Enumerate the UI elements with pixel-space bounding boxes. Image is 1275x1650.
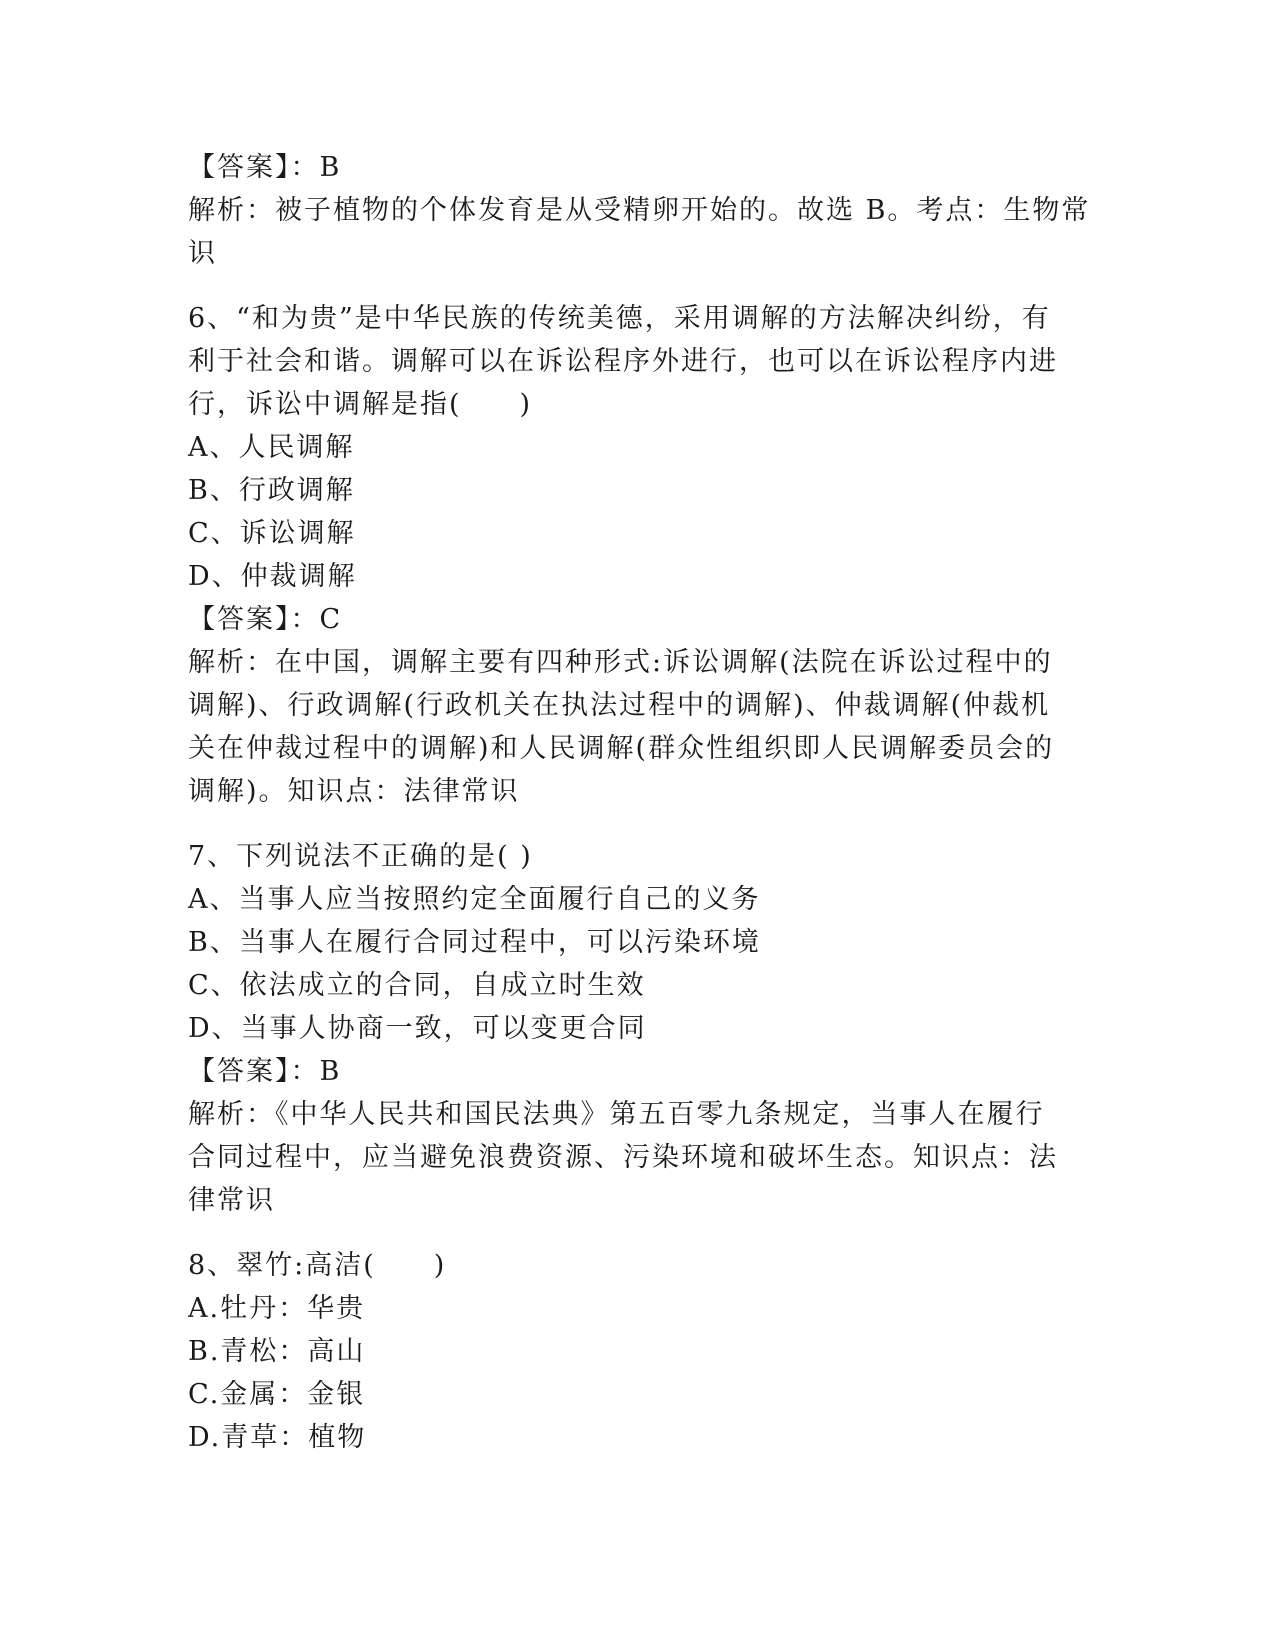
answer-line: 【答案】：B [188, 1056, 342, 1087]
analysis-line: 识 [188, 238, 217, 269]
analysis-line: 解析：被子植物的个体发育是从受精卵开始的。故选 B。考点：生物常 [188, 195, 1091, 226]
question-text: 6、“和为贵”是中华民族的传统美德，采用调解的方法解决纠纷，有 [188, 303, 1051, 334]
spacer [188, 1222, 1088, 1244]
analysis-line: 调解)。知识点：法律常识 [188, 776, 520, 807]
answer-line: 【答案】：B [188, 152, 342, 183]
analysis-line: 解析：《中华人民共和国民法典》第五百零九条规定，当事人在履行 [188, 1099, 1045, 1130]
spacer [188, 813, 1088, 835]
option-c: C.金属：金银 [188, 1379, 366, 1410]
option-a: A、人民调解 [188, 432, 355, 463]
option-d: D、当事人协商一致，可以变更合同 [188, 1013, 647, 1044]
question-8 [188, 1244, 1088, 1459]
question-text: 8、翠竹:高洁( ) [188, 1250, 447, 1281]
option-b: B、行政调解 [188, 475, 355, 506]
option-a: A、当事人应当按照约定全面履行自己的义务 [188, 884, 761, 915]
analysis-line: 调解)、行政调解(行政机关在执法过程中的调解)、仲裁调解(仲裁机 [188, 690, 1051, 721]
document-page [188, 146, 1091, 1459]
option-d: D.青草：植物 [188, 1422, 367, 1453]
answer-block-5 [188, 146, 1091, 275]
spacer [188, 275, 1088, 297]
option-b: B、当事人在履行合同过程中，可以污染环境 [188, 927, 761, 958]
option-c: C、依法成立的合同，自成立时生效 [188, 970, 646, 1001]
question-text: 利于社会和谐。调解可以在诉讼程序外进行，也可以在诉讼程序内进 [188, 346, 1058, 377]
option-d: D、仲裁调解 [188, 561, 357, 592]
question-text: 行，诉讼中调解是指( ) [188, 389, 533, 420]
analysis-line: 合同过程中，应当避免浪费资源、污染环境和破坏生态。知识点：法 [188, 1142, 1058, 1173]
question-text: 7、下列说法不正确的是( ) [188, 841, 533, 872]
answer-line: 【答案】：C [188, 604, 343, 635]
analysis-line: 关在仲裁过程中的调解)和人民调解(群众性组织即人民调解委员会的 [188, 733, 1055, 764]
option-a: A.牡丹：华贵 [188, 1293, 366, 1324]
question-6 [188, 297, 1088, 813]
analysis-line: 解析：在中国，调解主要有四种形式:诉讼调解(法院在诉讼过程中的 [188, 647, 1053, 678]
question-7 [188, 835, 1088, 1222]
option-b: B.青松：高山 [188, 1336, 366, 1367]
analysis-line: 律常识 [188, 1185, 275, 1216]
option-c: C、诉讼调解 [188, 518, 356, 549]
